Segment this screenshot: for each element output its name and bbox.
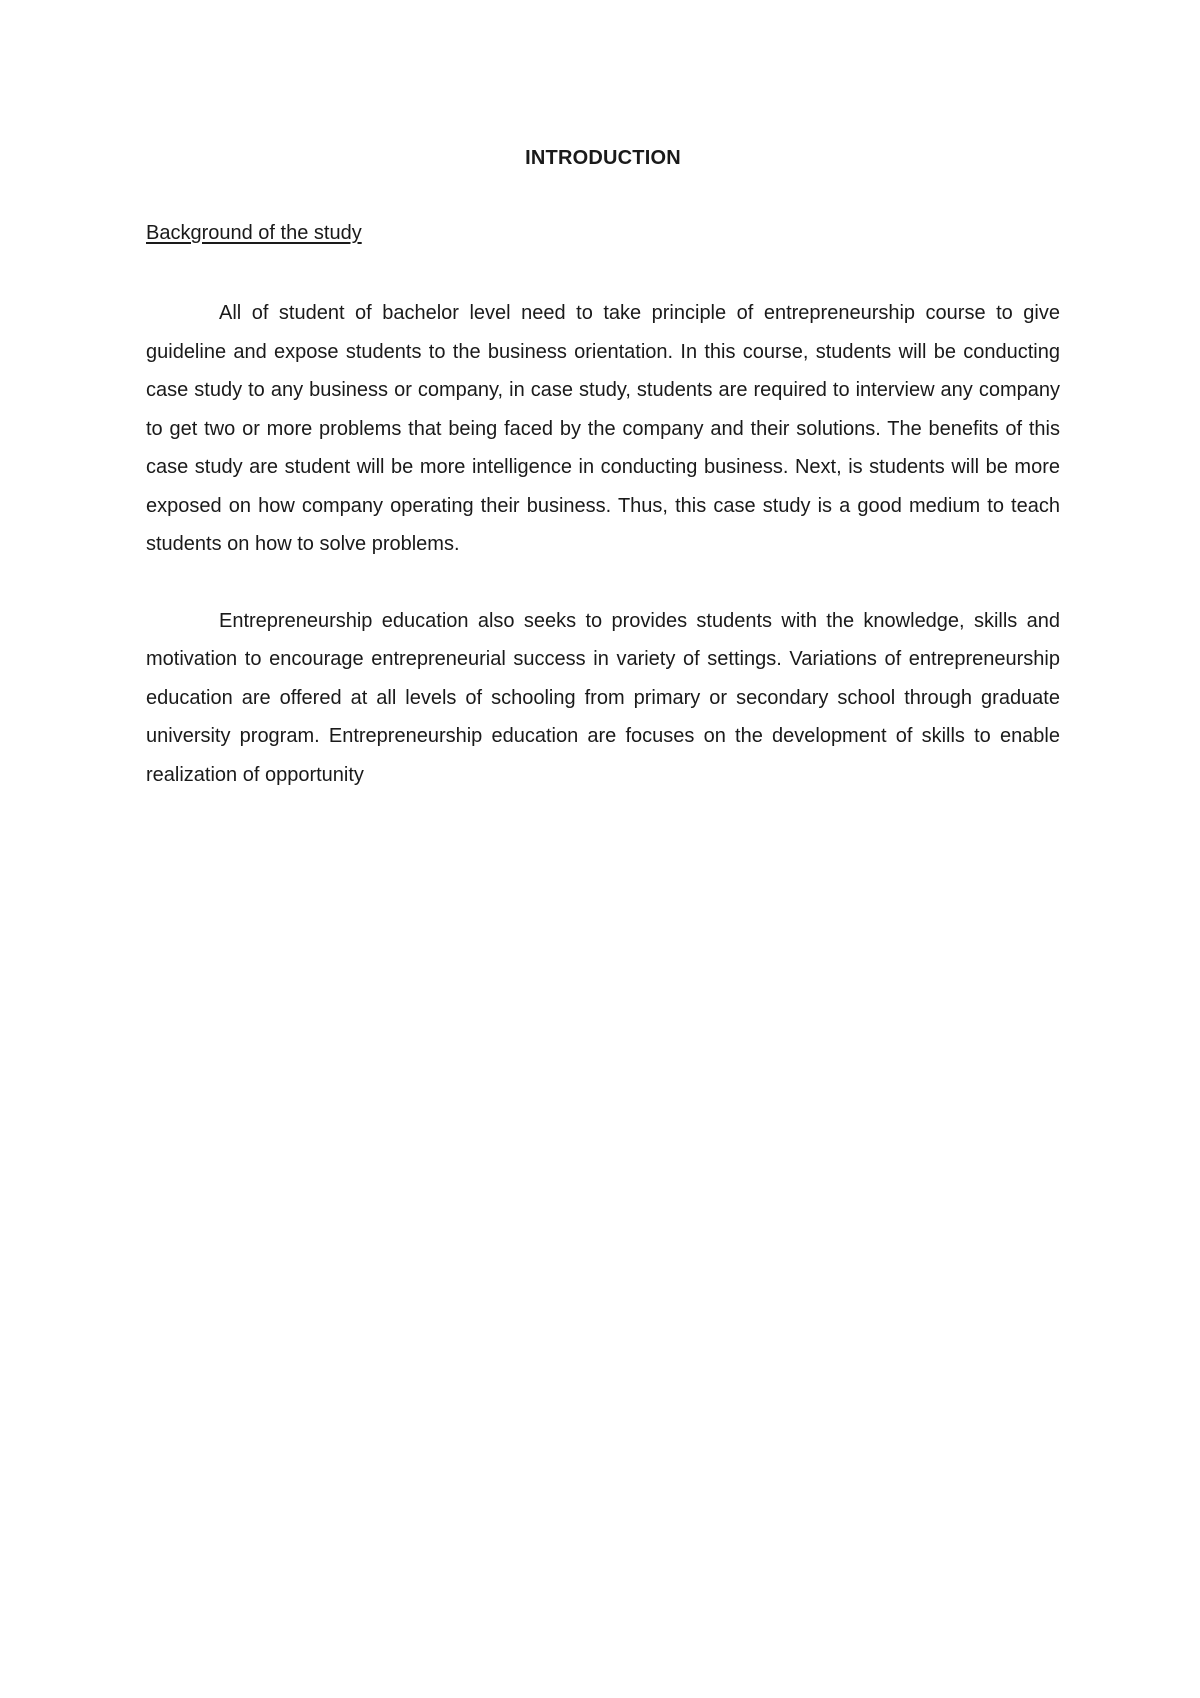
paragraph-1: All of student of bachelor level need to take principle of entrepreneurship course to give guideline and expose students to the business orientation. In this course, students will be conducting case study to any business or company, in case study, students are required to interview any company to get two or more problems that being faced by the company and their solutions. The benefits of this case study are student will be more intelligence in conducting business. Next, is students will be more exposed on how company operating their business. Thus, this case study is a good medium to teach students on how to solve problems.: [146, 302, 1060, 555]
section-heading: Background of the study: [146, 222, 362, 244]
document-title: INTRODUCTION: [525, 147, 681, 169]
page-content: [146, 143, 1060, 794]
paragraph-2: Entrepreneurship education also seeks to provides students with the knowledge, skills and motivation to encourage entrepreneurial success in variety of settings. Variations of entrepreneurship education are offered at all levels of schooling from primary or secondary school through graduate university program. Entrepreneurship education are focuses on the development of skills to enable realization of opportunity: [146, 609, 1060, 786]
